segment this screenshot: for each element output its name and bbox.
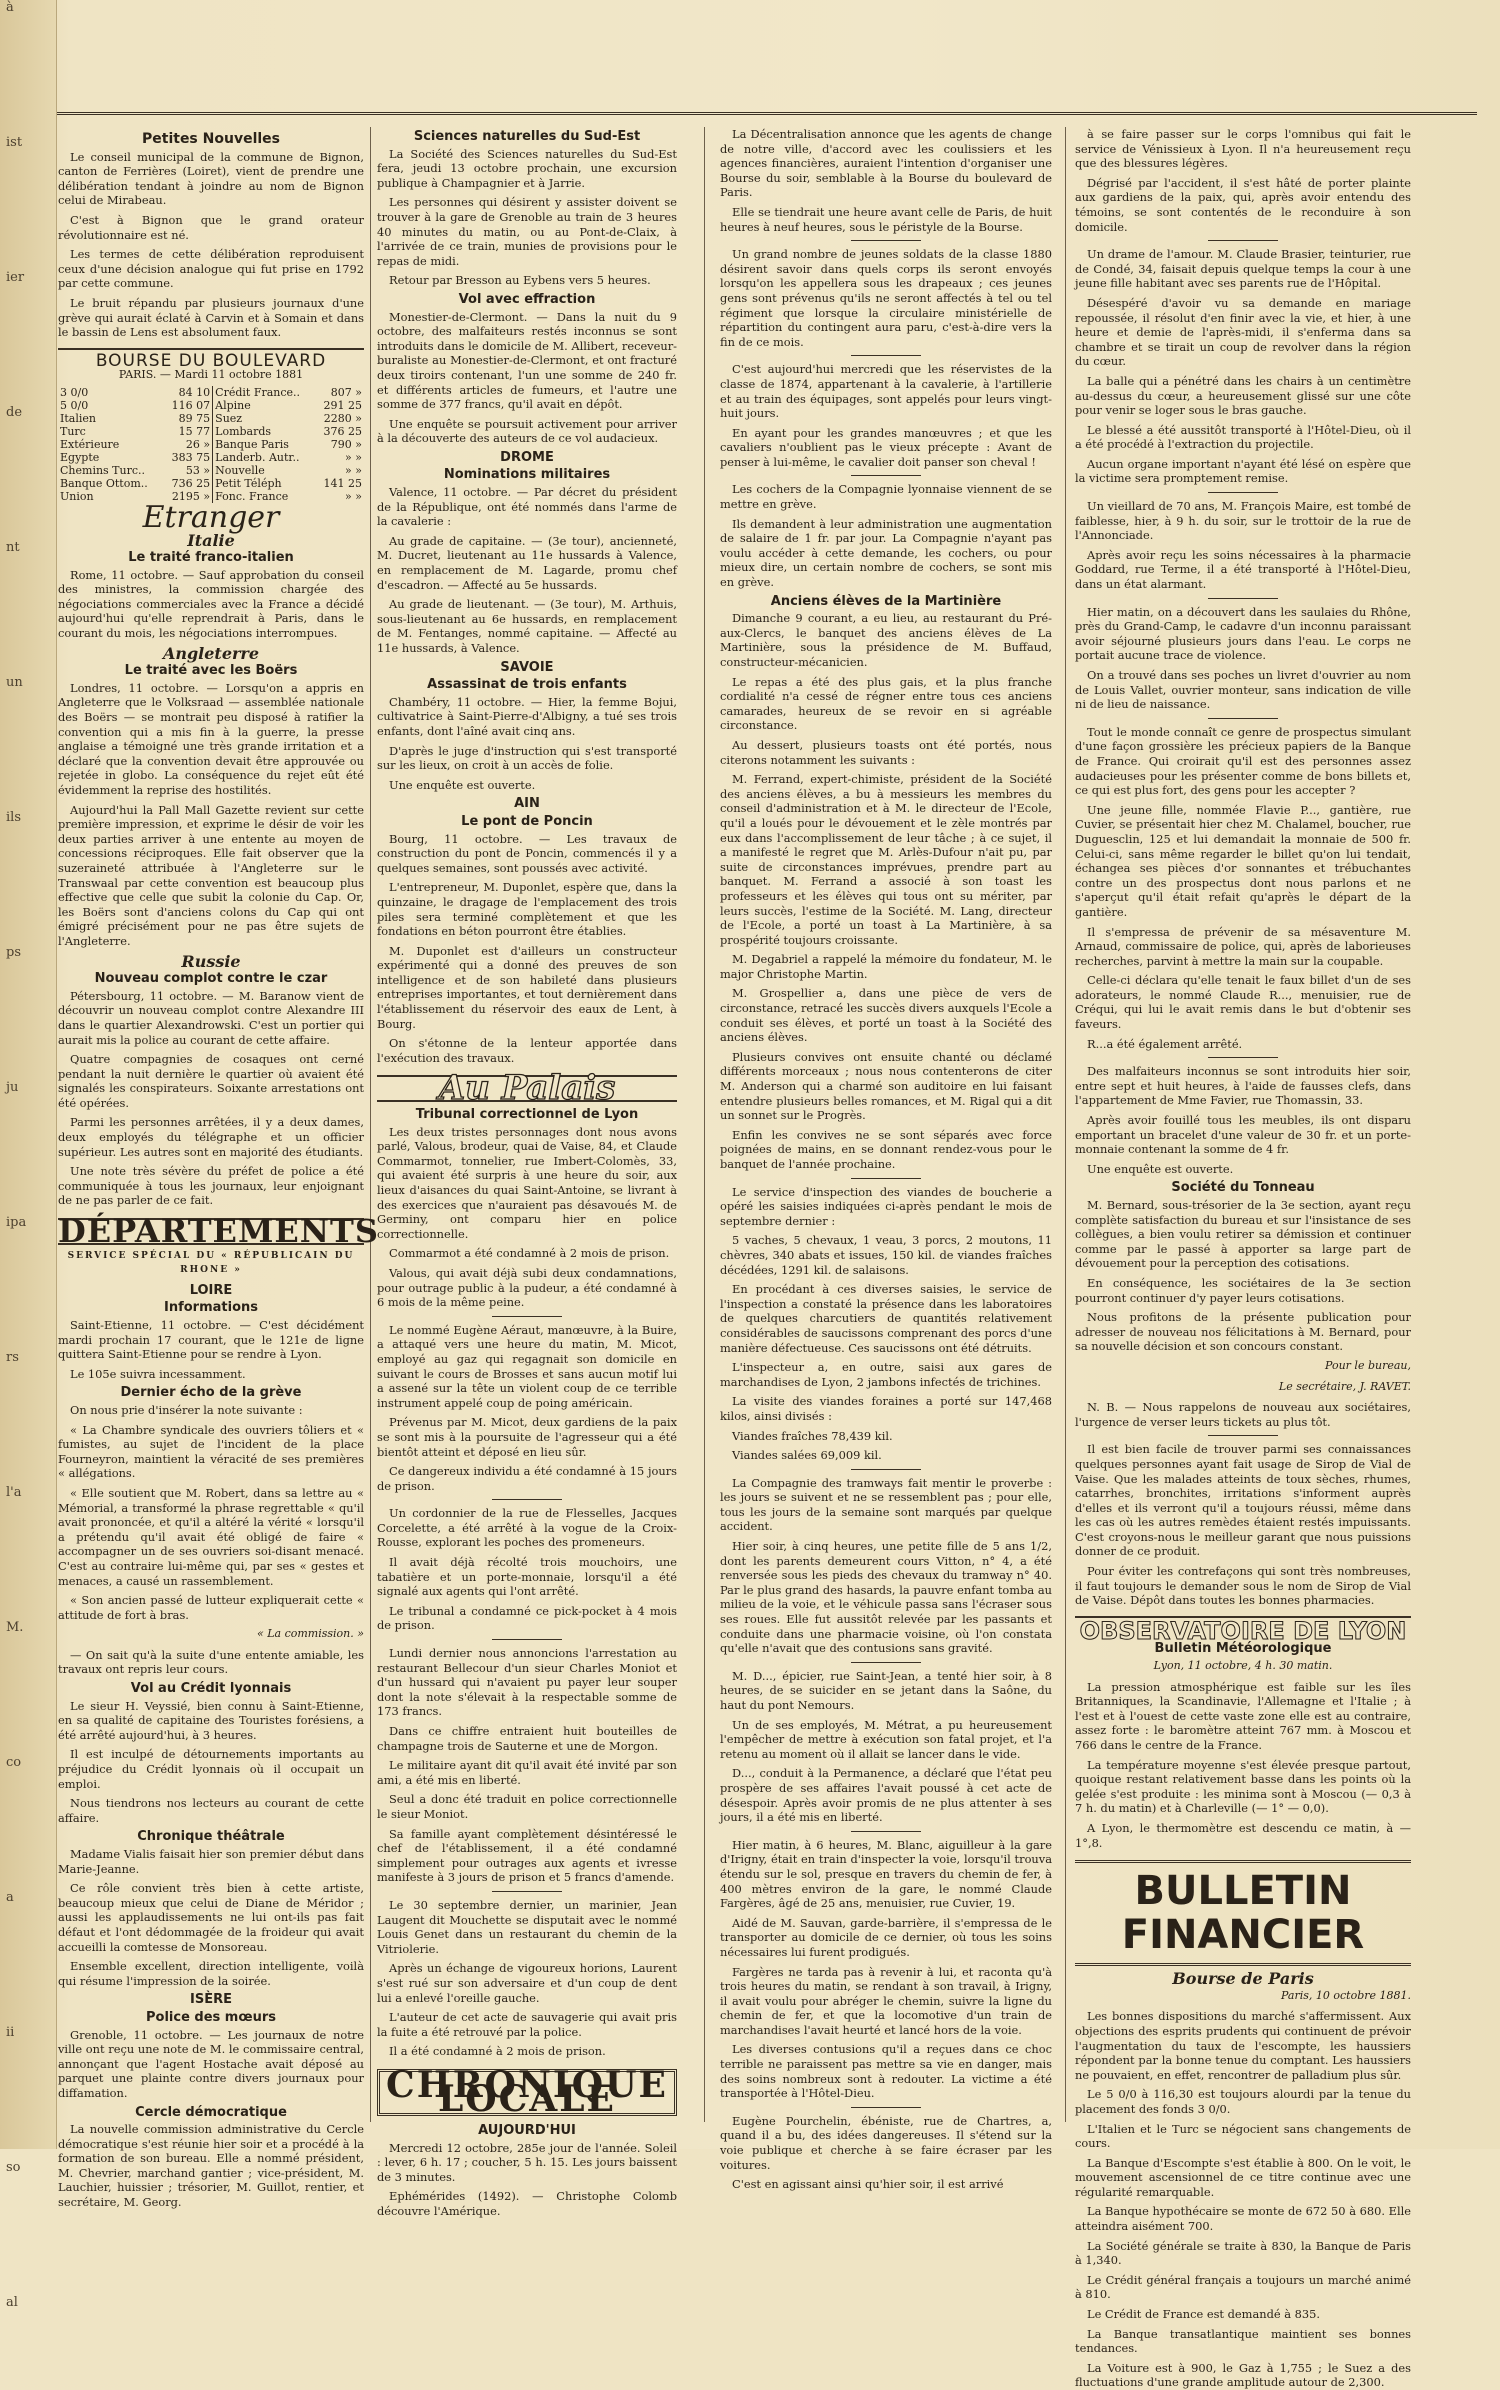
paragraph: Parmi les personnes arrêtées, il y a deux dames, deux employés du télégraphe et un officier supérieur. Les autres sont en majorité des étudiants.	[58, 1115, 364, 1159]
paragraph: 5 vaches, 5 chevaux, 1 veau, 3 porcs, 2 moutons, 11 chèvres, 340 abats et issues, 150 kil. de viandes fraîches décédées, 1291 kil. de salaisons.	[720, 1233, 1052, 1277]
column-rule	[370, 127, 371, 2122]
paragraph: A Lyon, le thermomètre est descendu ce matin, à — 1°,8.	[1075, 1820, 1411, 1850]
paragraph: Valence, 11 octobre. — Par décret du président de la République, ont été nommés dans l'arme de la cavalerie :	[377, 485, 677, 529]
table-cell: Alpine	[215, 398, 251, 412]
column-rule	[1065, 127, 1066, 2122]
paragraph: Le conseil municipal de la commune de Bignon, canton de Ferrières (Loiret), vient de prendre une délibération tendant à joindre au nom de Bignon celui de Mirabeau.	[58, 149, 364, 208]
table-row	[58, 412, 364, 425]
section-heading-bulletin-financier: BULLETIN FINANCIER	[1075, 1860, 1411, 1966]
separator-rule	[492, 1499, 562, 1500]
strip-fragment: a	[6, 1890, 14, 1905]
country-heading: Angleterre	[162, 643, 260, 663]
department-heading: LOIRE	[189, 1282, 233, 1298]
adjacent-page-strip	[0, 0, 57, 2310]
paragraph: Retour par Bresson au Eybens vers 5 heures.	[389, 273, 651, 288]
article-title: Le traité franco-italien	[128, 550, 294, 566]
separator-rule	[851, 2107, 921, 2108]
paragraph: Elle se tiendrait une heure avant celle de Paris, de huit heures à neuf heures, sous le péristyle de la Bourse.	[720, 204, 1052, 234]
section-heading-au-palais: Au Palais	[377, 1075, 677, 1102]
table-cell: 736 25	[163, 477, 212, 490]
strip-fragment: ii	[6, 2025, 15, 2040]
separator-rule	[1208, 598, 1278, 599]
table-cell: Banque Ottom..	[60, 476, 148, 490]
paragraph: Monestier-de-Clermont. — Dans la nuit du 9 octobre, des malfaiteurs restés inconnus se sont introduits dans le domicile de M. Allibert, receveur-buraliste au Monestier-de-Clermont, et ont fracturé deux tiroirs contenant, l'un une somme de 240 fr. et différents articles de fumeurs, et l'autre une somme de 377 francs, qu'il avait en dépôt.	[377, 309, 677, 412]
paragraph: C'est à Bignon que le grand orateur révolutionnaire est né.	[58, 212, 364, 242]
paragraph: — On sait qu'à la suite d'une entente amiable, les travaux ont repris leur cours.	[58, 1647, 364, 1677]
signature: « La commission. »	[257, 1627, 364, 1641]
article-title: Société du Tonneau	[1171, 1180, 1315, 1196]
paragraph: Un de ses employés, M. Métrat, a pu heureusement l'empêcher de mettre à exécution son fatal projet, et l'a retenu au moment où il allait se lancer dans le vide.	[720, 1717, 1052, 1761]
paragraph: N. B. — Nous rappelons de nouveau aux sociétaires, l'urgence de verser leurs tickets au plus tôt.	[1075, 1400, 1411, 1429]
advertisement: Pour éviter les contrefaçons qui sont très nombreuses, il faut toujours le demander sous le nom de Sirop de Vial de Vaise. Dépôt dans toutes les bonnes pharmacies.	[1075, 1564, 1411, 1608]
paragraph: Bourg, 11 octobre. — Les travaux de construction du pont de Poncin, commencés il y a quelques semaines, sont poussés avec activité.	[377, 831, 677, 875]
table-cell: 383 75	[163, 451, 212, 464]
separator-rule	[492, 1891, 562, 1892]
paragraph: Il avait déjà récolté trois mouchoirs, une tabatière et un porte-monnaie, lorsqu'il a été signalé aux agents qui l'ont arrêté.	[377, 1555, 677, 1599]
paragraph: Un grand nombre de jeunes soldats de la classe 1880 désirent savoir dans quels corps ils seront envoyés lorsqu'on les appellera sous les drapeaux ; ces jeunes gens sont prévenus qu'ils ne seront affectés à tel ou tel régiment que lorsque la circulaire ministérielle de répartition du contingent aura paru, c'est-à-dire vers la fin de ce mois.	[720, 247, 1052, 349]
strip-fragment: nt	[6, 540, 20, 555]
table-cell: 5 0/0	[60, 398, 89, 412]
table-cell: Petit Téléph	[215, 476, 282, 490]
table-cell: Italien	[60, 411, 96, 425]
paragraph: La balle qui a pénétré dans les chairs à un centimètre au-dessus du cœur, a heureusement glissé sur une côte pour venir se loger sous le bras gauche.	[1075, 373, 1411, 418]
paragraph: Hier matin, on a découvert dans les saulaies du Rhône, près du Grand-Camp, le cadavre d'un inconnu paraissant avoir séjourné plusieurs jours dans l'eau. Le corps ne portait aucune trace de violence.	[1075, 604, 1411, 663]
paragraph: « Elle soutient que M. Robert, dans sa lettre au « Mémorial, a transformé la phrase regrettable « qu'il avait prononcée, et qu'il a altéré la vérité « lorsqu'il a prétendu qu'il avait été obligé de faire « accompagner un de ses ouvriers soi-disant menacé. C'est au contraire lui-même qui, par ses « gestes et menaces, a causé un rassemblement.	[58, 1485, 364, 1588]
paragraph: M. Degabriel a rappelé la mémoire du fondateur, M. le major Christophe Martin.	[720, 952, 1052, 981]
paragraph: Le bruit répandu par plusieurs journaux d'une grève qui aurait éclaté à Carvin et à Somain et dans le bassin de Lens est absolument faux.	[58, 295, 364, 340]
column-rule	[704, 127, 705, 2122]
paragraph: Ensemble excellent, direction intelligente, voilà qui résume l'impression de la soirée.	[58, 1959, 364, 1988]
paragraph: D'après le juge d'instruction qui s'est transporté sur les lieux, on croit à un accès de folie.	[377, 743, 677, 773]
table-row	[58, 438, 364, 451]
paragraph: Valous, qui avait déjà subi deux condamnations, pour outrage public à la pudeur, a été condamné à 6 mois de la même peine.	[377, 1265, 677, 1310]
table-cell: 291 25	[323, 398, 362, 412]
separator-rule	[851, 240, 921, 241]
article-title: Cercle démocratique	[135, 2104, 287, 2120]
paragraph: M. Grospellier a, dans une pièce de vers de circonstance, retracé les succès divers auxquels l'Ecole a conduit ses élèves, et porté un toast à la Société des anciens élèves.	[720, 986, 1052, 1045]
table-row	[58, 477, 364, 490]
table-cell: 376 25	[323, 424, 362, 438]
table-cell: 141 25	[323, 476, 362, 490]
paragraph: L'entrepreneur, M. Duponlet, espère que, dans la quinzaine, le dragage de l'emplacement des trois piles sera terminé complètement et que les fondations en béton pourront être établies.	[377, 880, 677, 939]
table-cell: Crédit France..	[215, 385, 301, 399]
paragraph: La Société générale se traite à 830, la Banque de Paris à 1,340.	[1075, 2238, 1411, 2268]
column-1	[58, 127, 379, 2210]
paragraph: Chambéry, 11 octobre. — Hier, la femme Bojui, cultivatrice à Saint-Pierre-d'Albigny, a tué ses trois enfants, dont l'aîné avait cinq ans.	[377, 694, 677, 738]
separator-rule	[851, 1178, 921, 1179]
paragraph: Une enquête se poursuit activement pour arriver à la découverte des auteurs de ce vol audacieux.	[377, 416, 677, 446]
column-4	[1075, 127, 1411, 2390]
table-row	[58, 425, 364, 438]
top-rule	[57, 112, 1477, 115]
paragraph: Une note très sévère du préfet de police a été communiquée à tous les journaux, leur enjoignant de ne pas parler de ce fait.	[58, 1164, 364, 1208]
section-heading-etranger: Etranger	[142, 499, 280, 535]
table-cell: » »	[345, 489, 362, 503]
table-cell: Nouvelle	[215, 463, 265, 477]
paragraph: La Compagnie des tramways fait mentir le proverbe : les jours se suivent et ne se ressemblent pas ; pour elle, tous les jours de la semaine sont marqués par quelque accident.	[720, 1475, 1052, 1534]
paragraph: Aidé de M. Sauvan, garde-barrière, il s'empressa de le transporter au domicile de ce dernier, où tous les soins nécessaires lui furent prodigués.	[720, 1915, 1052, 1959]
article-title: Dernier écho de la grève	[120, 1385, 302, 1401]
table-cell: Turc	[60, 424, 86, 438]
paragraph: Au dessert, plusieurs toasts ont été portés, nous citerons notamment les suivants :	[720, 737, 1052, 767]
department-heading: AIN	[514, 796, 540, 812]
section-heading-observatoire: OBSERVATOIRE DE LYON	[1075, 1616, 1411, 1639]
table-cell: Chemins Turc..	[60, 463, 146, 477]
paragraph: On nous prie d'insérer la note suivante :	[70, 1402, 303, 1417]
paragraph: Londres, 11 octobre. — Lorsqu'on a appris en Angleterre que le Volksraad — assemblée nationale des Boërs — se montrait peu disposé à ratifier la convention qui a mis fin à la guerre, la presse anglaise a témoigné une très grande irritation et a déclaré que la convention devait être approuvée ou rejetée in globo. La conséquence du rejet eût été évidemment la reprise des hostilités.	[58, 680, 364, 797]
paragraph: Le blessé a été aussitôt transporté à l'Hôtel-Dieu, où il a été procédé à l'extraction du projectile.	[1075, 422, 1411, 452]
table-cell: 84 10	[163, 386, 212, 399]
section-title: Petites Nouvelles	[142, 131, 280, 147]
paragraph: Viandes fraîches 78,439 kil.	[732, 1428, 893, 1443]
paragraph: Au grade de lieutenant. — (3e tour), M. Arthuis, sous-lieutenant au 6e hussards, en remplacement de M. Fentanges, nommé capitaine. — Affecté au 11e hussards, à Valence.	[377, 597, 677, 655]
table-cell: 89 75	[163, 412, 212, 425]
paragraph: Fargères ne tarda pas à revenir à lui, et raconta qu'à trois heures du matin, se rendant à son travail, à Irigny, il avait voulu pour abréger le chemin, suivre la ligne du chemin de fer, et que la locomotive d'un train de marchandises l'avait heurté et lancé hors de la voie.	[720, 1964, 1052, 2037]
paragraph: Le 30 septembre dernier, un marinier, Jean Laugent dit Mouchette se disputait avec le nommé Louis Genet dans un restaurant du chemin de la Vitriolerie.	[377, 1897, 677, 1956]
paragraph: Tout le monde connaît ce genre de prospectus simulant d'une façon grossière les précieux papiers de la Banque de France. Qui croirait qu'il est des personnes assez audacieuses pour les présenter comme de bons billets et, ce qui est plus fort, des gens pour les accepter ?	[1075, 724, 1411, 798]
paragraph: Après un échange de vigoureux horions, Laurent s'est rué sur son adversaire et d'un coup de dent lui a enlevé l'oreille gauche.	[377, 1961, 677, 2005]
paragraph: Une jeune fille, nommée Flavie P..., gantière, rue Cuvier, se présentait hier chez M. Chalamel, boucher, rue Duguesclin, 125 et lui demandait la monnaie de 500 fr. Celui-ci, sans même regarder le billet qu'on lui tendait, échangea ses pièces d'or sonnantes et trébuchantes contre un des prospectus dont nous parlons et ne s'aperçut qu'il était refait qu'après le départ de la gantière.	[1075, 802, 1411, 919]
strip-fragment: rs	[6, 1350, 19, 1365]
table-cell: 53 »	[163, 464, 212, 477]
paragraph: La température moyenne s'est élevée presque partout, quoique restant relativement basse dans les points où la gelée s'est produite : les minima sont à Moscou (— 0,3 à 7 h. du matin) et à Charleville (— 1° — 0,0).	[1075, 1757, 1411, 1816]
paragraph: Le 5 0/0 à 116,30 est toujours alourdi par la tenue du placement des fonds 3 0/0.	[1075, 2087, 1411, 2116]
table-cell: 3 0/0	[60, 385, 89, 399]
article-title: Vol avec effraction	[458, 291, 596, 307]
department-heading: DROME	[500, 449, 554, 465]
separator-rule	[1208, 492, 1278, 493]
paragraph: En procédant à ces diverses saisies, le service de l'inspection a constaté la présence dans les laboratoires de quelques charcutiers de quantités relativement considérables de saucissons comprenant des porcs d'une manière défectueuse. Ces saucissons ont été détruits.	[720, 1282, 1052, 1355]
article-title: Vol au Crédit lyonnais	[130, 1681, 292, 1697]
paragraph: « La Chambre syndicale des ouvriers tôliers et « fumistes, au sujet de l'incident de la place Fourneyron, maintient la véracité de ses premières « allégations.	[58, 1422, 364, 1481]
separator-rule	[851, 1469, 921, 1470]
article-title: Police des mœurs	[146, 2009, 276, 2025]
paragraph: Les diverses contusions qu'il a reçues dans ce choc terrible ne paraissent pas mettre sa vie en danger, mais des soins nombreux sont à redouter. La victime a été transportée à l'Hôtel-Dieu.	[720, 2042, 1052, 2101]
paragraph: Nous profitons de la présente publication pour adresser de nouveau nos félicitations à M. Bernard, pour sa nouvelle décision et son concours constant.	[1075, 1310, 1411, 1354]
table-cell: 790 »	[330, 437, 362, 451]
paragraph: Enfin les convives ne se sont séparés avec force poignées de mains, en se donnant rendez-vous pour le banquet de l'année prochaine.	[720, 1127, 1052, 1171]
paragraph: Il est inculpé de détournements importants au préjudice du Crédit lyonnais où il occupait un emploi.	[58, 1747, 364, 1791]
table-cell: » »	[345, 450, 362, 464]
table-cell: 2195 »	[163, 490, 212, 503]
strip-fragment: ps	[6, 945, 21, 960]
separator-rule	[1208, 1057, 1278, 1058]
article-title: Sciences naturelles du Sud-Est	[413, 129, 641, 144]
article-title: Tribunal correctionnel de Lyon	[415, 1107, 639, 1123]
table-cell: Landerb. Autr..	[215, 450, 300, 464]
table-cell: Suez	[215, 411, 243, 425]
paragraph: Les deux tristes personnages dont nous avons parlé, Valous, brodeur, quai de Vaise, 84, et Claude Commarmot, tonnelier, rue Imbert-Colomès, 33, qui avaient été surpris à une heure du soir, aux lieux d'aisances du quai Saint-Antoine, se livrant à des exercices que n'auraient pas désavoués M. de Germiny, ont comparu hier en police correctionnelle.	[377, 1124, 677, 1241]
paragraph: Eugène Pourchelin, ébéniste, rue de Chartres, a, quand il a bu, des idées dangereuses. Il s'étend sur la voie publique et cherche à se faire écraser par les voitures.	[720, 2113, 1052, 2172]
article-title: Assassinat de trois enfants	[427, 677, 627, 693]
paragraph: Un vieillard de 70 ans, M. François Maire, est tombé de faiblesse, hier, à 9 h. du soir, sur le trottoir de la rue de l'Annonciade.	[1075, 499, 1411, 543]
paragraph: M. Ferrand, expert-chimiste, président de la Société des anciens élèves, a bu à messieurs les membres du conseil d'administration et à M. le directeur de l'Ecole, qu'il a loués pour le dévouement et le zèle montrés par eux dans l'accomplissement de leur tâche ; à ce sujet, il a manifesté le regret que M. Arlès-Dufour n'ait pu, par suite de circonstances imprévues, prendre part au banquet. M. Ferrand a associé à son toast les professeurs et les élèves qui tous ont su mériter, par leurs succès, l'estime de la Société. M. Lang, directeur de l'Ecole, a porté un toast à La Martinière, à sa prospérité toujours croissante.	[720, 772, 1052, 947]
paragraph: Sa famille ayant complètement désintéressé le chef de l'établissement, il a été condamné simplement pour outrages aux agents et ivresse manifeste à 3 jours de prison et 5 francs d'amende.	[377, 1826, 677, 1885]
paragraph: Le nommé Eugène Aéraut, manœuvre, à la Buire, a attaqué vers une heure du matin, M. Micot, employé au gaz qui regagnait son domicile en suivant le cours de Brosses et sans aucun motif lui a assené sur la tête un violent coup de ce terrible instrument appelé coup de poing américain.	[377, 1322, 677, 1410]
country-heading: Russie	[181, 951, 241, 971]
paragraph: Commarmot a été condamné à 2 mois de prison.	[389, 1246, 670, 1261]
article-title: Informations	[163, 1300, 258, 1316]
paragraph: La Décentralisation annonce que les agents de change de notre ville, d'accord avec les coulissiers et les agences financières, auraient l'intention d'organiser une Bourse du soir, semblable à la Bourse du boulevard de Paris.	[720, 127, 1052, 200]
paragraph: Une enquête est ouverte.	[389, 777, 536, 792]
signature: Le secrétaire, J. RAVET.	[1278, 1379, 1411, 1393]
table-cell: Extérieure	[60, 437, 120, 451]
paragraph: Aujourd'hui la Pall Mall Gazette revient sur cette première impression, et exprime le désir de voir les deux parties arriver à une entente au moyen de concessions réciproques. Elle fait observer que la suzeraineté attribuée à l'Angleterre sur le Transwaal par cette convention est beaucoup plus effective que celle que subit la colonie du Cap. Or, les Boërs sont d'anciens colons du Cap qui ont émigré précisément pour ne pas être sujets de l'Angleterre.	[58, 802, 364, 948]
strip-fragment: al	[6, 2295, 18, 2310]
separator-rule	[851, 475, 921, 476]
advertisement: Il est bien facile de trouver parmi ses connaissances quelques personnes ayant fait usage de Sirop de Vial de Vaise. Que les malades atteints de toux sèches, rhumes, catarrhes, bronchites, irritations s'informent auprès d'elles et ils verront qu'il a toujours réussi, même dans les cas où les autres remèdes étaient restés impuissants. C'est croyons-nous le meilleur garant que nous puissions donner de ce produit.	[1075, 1442, 1411, 1559]
paragraph: Pétersbourg, 11 octobre. — M. Baranow vient de découvrir un nouveau complot contre Alexandre III dans le quartier Alexandrowski. C'est un portier qui aurait mis la police au courant de cette affaire.	[58, 988, 364, 1047]
strip-fragment: ju	[6, 1080, 19, 1095]
column-3	[720, 127, 1052, 2192]
table-row	[58, 464, 364, 477]
table-row	[58, 451, 364, 464]
paragraph: Après avoir fouillé tous les meubles, ils ont disparu emportant un bracelet d'une valeur de 30 fr. et un porte-monnaie contenant la somme de 4 fr.	[1075, 1113, 1411, 1157]
table-cell: 807 »	[330, 385, 362, 399]
article-title: Nominations militaires	[443, 467, 611, 483]
paragraph: Le sieur H. Veyssié, bien connu à Saint-Etienne, en sa qualité de capitaine des Touristes forésiens, a été arrêté aujourd'hui, à 3 heures.	[58, 1698, 364, 1742]
strip-fragment: ist	[6, 135, 23, 150]
strip-fragment: co	[6, 1755, 22, 1770]
paragraph: Rome, 11 octobre. — Sauf approbation du conseil des ministres, la commission chargée des négociations commerciales avec la France a décidé aujourd'hui qu'elle reprendrait à Paris, dans le courant du mois, les négociations interrompues.	[58, 567, 364, 641]
paragraph: Celle-ci déclara qu'elle tenait le faux billet d'un de ses adorateurs, le nommé Claude R..., menuisier, rue de Créqui, qui lui le avait remis dans le but d'obtenir ses faveurs.	[1075, 973, 1411, 1032]
paragraph: Le 105e suivra incessamment.	[70, 1366, 246, 1381]
paragraph: Désespéré d'avoir vu sa demande en mariage repoussée, il résolut d'en finir avec la vie, et hier, à une heure et demie de l'après-midi, il s'enferma dans sa chambre et se tirait un coup de revolver dans la région du cœur.	[1075, 295, 1411, 369]
paragraph: Les personnes qui désirent y assister doivent se trouver à la gare de Grenoble au train de 3 heures 40 minutes du matin, ou au Pont-de-Claix, à l'arrivée de ce train, munies de provisions pour le repas de midi.	[377, 195, 677, 268]
column-2	[377, 127, 677, 2219]
section-subheading: SERVICE SPÉCIAL DU « RÉPUBLICAIN DU RHONE »	[67, 1250, 355, 1276]
country-heading: Italie	[187, 530, 235, 550]
strip-fragment: un	[6, 675, 23, 690]
paragraph: Le repas a été des plus gais, et la plus franche cordialité n'a cessé de régner entre tous ces anciens camarades, heureux de se revoir en si agréable circonstance.	[720, 674, 1052, 733]
bourse-date: PARIS. — Mardi 11 octobre 1881	[118, 368, 304, 382]
paragraph: C'est aujourd'hui mercredi que les réservistes de la classe de 1874, appartenant à la cavalerie, à l'artillerie et au train des équipages, sont appelés pour leurs vingt-huit jours.	[720, 362, 1052, 421]
strip-fragment: ipa	[6, 1215, 27, 1230]
section-heading-departements: DÉPARTEMENTS	[58, 1212, 379, 1251]
dateline: Lyon, 11 octobre, 4 h. 30 matin.	[1153, 1659, 1333, 1673]
paragraph: Ce rôle convient très bien à cette artiste, beaucoup mieux que celui de Diane de Méridor ; aussi les applaudissements ne lui ont-ils pas fait défaut et l'ont dédommagée de la froideur qui avait accueilli la comtesse de Monsoreau.	[58, 1881, 364, 1954]
paragraph: Aucun organe important n'ayant été lésé on espère que la victime sera promptement remise.	[1075, 456, 1411, 486]
paragraph: Dégrisé par l'accident, il s'est hâté de porter plainte aux gardiens de la paix, qui, après avoir entendu des témoins, se sont contentés de le reconduire à son domicile.	[1075, 175, 1411, 234]
paragraph: M. Bernard, sous-trésorier de la 3e section, ayant reçu complète satisfaction du bureau et sur l'insistance de ses collègues, a bien voulu retirer sa démission et continuer comme par le passé à apporter sa large part de dévouement pour la perception des cotisations.	[1075, 1198, 1411, 1271]
separator-rule	[492, 1639, 562, 1640]
separator-rule	[1208, 1435, 1278, 1436]
paragraph: Le Crédit de France est demandé à 835.	[1087, 2307, 1321, 2322]
paragraph: Le militaire ayant dit qu'il avait été invité par son ami, a été mis en liberté.	[377, 1758, 677, 1787]
separator-rule	[851, 1831, 921, 1832]
strip-fragment: de	[6, 405, 23, 420]
paragraph: Ephémérides (1492). — Christophe Colomb découvre l'Amérique.	[377, 2189, 677, 2219]
dateline: Paris, 10 octobre 1881.	[1281, 1988, 1411, 2002]
paragraph: à se faire passer sur le corps l'omnibus qui fait le service de Vénissieux à Lyon. Il n'a heureusement reçu que des blessures légères.	[1075, 127, 1411, 171]
strip-fragment: ier	[6, 270, 25, 285]
article-title: Anciens élèves de la Martinière	[770, 593, 1002, 609]
paragraph: En conséquence, les sociétaires de la 3e section pourront continuer d'y payer leurs cotisations.	[1075, 1275, 1411, 1305]
table-cell: Fonc. France	[215, 489, 289, 503]
paragraph: La nouvelle commission administrative du Cercle démocratique s'est réunie hier soir et a procédé à la formation de son bureau. Elle a nommé président, M. Chevrier, marchand gantier ; vice-président, M. Lauchier, huissier ; trésorier, M. Guillot, rentier, et secrétaire, M. Georg.	[58, 2122, 364, 2210]
separator-rule	[1208, 240, 1278, 241]
paragraph: L'inspecteur a, en outre, saisi aux gares de marchandises de Lyon, 2 jambons infectés de trichines.	[720, 1360, 1052, 1389]
article-title: AUJOURD'HUI	[478, 2123, 576, 2139]
paragraph: Viandes salées 69,009 kil.	[732, 1448, 882, 1463]
strip-fragment: à	[6, 0, 14, 15]
table-row	[58, 386, 364, 399]
paragraph: Quatre compagnies de cosaques ont cerné pendant la nuit dernière le quartier où avaient été signalés les conspirateurs. Soixante arrestations ont été opérées.	[58, 1052, 364, 1110]
paragraph: C'est en agissant ainsi qu'hier soir, il est arrivé	[732, 2177, 1004, 2192]
paragraph: La Société des Sciences naturelles du Sud-Est fera, jeudi 13 octobre prochain, une excursion publique à Champagnier et à Jarrie.	[377, 146, 677, 190]
paragraph: Dimanche 9 courant, a eu lieu, au restaurant du Pré-aux-Clercs, le banquet des anciens élèves de La Martinière, sous la présidence de M. Buffaud, constructeur-mécanicien.	[720, 611, 1052, 669]
paragraph: Après avoir reçu les soins nécessaires à la pharmacie Goddard, rue Terme, il a été transporté à l'Hôtel-Dieu, dans un état alarmant.	[1075, 547, 1411, 592]
paragraph: R...a été également arrêté.	[1087, 1036, 1243, 1051]
paragraph: Prévenus par M. Micot, deux gardiens de la paix se sont mis à la poursuite de l'agresseur qui a été bientôt atteint et déposé en lieu sûr.	[377, 1415, 677, 1459]
separator-rule	[851, 1662, 921, 1663]
paragraph: L'auteur de cet acte de sauvagerie qui avait pris la fuite a été retrouvé par la police.	[377, 2010, 677, 2039]
paragraph: Saint-Etienne, 11 octobre. — C'est décidément mardi prochain 17 courant, que le 121e de ligne quittera Saint-Etienne pour se rendre à Lyon.	[58, 1318, 364, 1362]
article-title: Le traité avec les Boërs	[124, 663, 298, 679]
paragraph: Le Crédit général français a toujours un marché animé à 810.	[1075, 2272, 1411, 2302]
separator-rule	[851, 355, 921, 356]
paragraph: Un cordonnier de la rue de Flesselles, Jacques Corcelette, a été arrêté à la vogue de la Croix-Rousse, explorant les poches des promeneurs.	[377, 1506, 677, 1550]
article-title: Nouveau complot contre le czar	[94, 971, 328, 987]
paragraph: Il a été condamné à 2 mois de prison.	[389, 2044, 606, 2059]
table-cell: 2280 »	[323, 411, 362, 425]
paragraph: « Son ancien passé de lutteur expliquerait cette « attitude de fort à bras.	[58, 1593, 364, 1622]
paragraph: Les termes de cette délibération reproduisent ceux d'une décision analogue qui fut prise en 1792 par cette commune.	[58, 247, 364, 291]
paragraph: L'Italien et le Turc se négocient sans changements de cours.	[1075, 2121, 1411, 2151]
paragraph: La Banque d'Escompte s'est établie à 800. On le voit, le mouvement ascensionnel de ce titre continue avec une régularité remarquable.	[1075, 2155, 1411, 2199]
paragraph: D..., conduit à la Permanence, a déclaré que l'état peu prospère de ses affaires l'avait poussé à cet acte de désespoir. Après avoir promis de ne plus attenter à ses jours, il a été mis en liberté.	[720, 1766, 1052, 1825]
paragraph: M. D..., épicier, rue Saint-Jean, a tenté hier soir, à 8 heures, de se suicider en se jetant dans la Saône, du haut du pont Nemours.	[720, 1668, 1052, 1712]
article-title: Le pont de Poncin	[461, 813, 593, 829]
paragraph: Grenoble, 11 octobre. — Les journaux de notre ville ont reçu une note de M. le commissaire central, annonçant que l'agent Hostache avait déposé au parquet une plainte contre divers journaux pour diffamation.	[58, 2027, 364, 2100]
paragraph: Le tribunal a condamné ce pick-pocket à 4 mois de prison.	[377, 1603, 677, 1633]
strip-fragment: ils	[6, 810, 21, 825]
article-title: Chronique théâtrale	[137, 1829, 285, 1845]
paragraph: Lundi dernier nous annoncions l'arrestation au restaurant Bellecour d'un sieur Charles Moniot et d'un hussard qui n'avaient pu payer leur souper dont la note s'élevait à la respectable somme de 173 francs.	[377, 1646, 677, 1719]
strip-fragment: l'a	[6, 1485, 22, 1500]
separator-rule	[1208, 718, 1278, 719]
table-cell: Banque Paris	[215, 437, 289, 451]
table-cell: Union	[60, 489, 94, 503]
paragraph: Dans ce chiffre entraient huit bouteilles de champagne trois de Sauterne et une de Morgon.	[377, 1724, 677, 1753]
strip-fragment: so	[6, 2160, 21, 2175]
paragraph: Ce dangereux individu a été condamné à 15 jours de prison.	[377, 1464, 677, 1493]
paragraph: Le service d'inspection des viandes de boucherie a opéré les saisies indiquées ci-après pendant le mois de septembre dernier :	[720, 1184, 1052, 1228]
paragraph: La Banque hypothécaire se monte de 672 50 à 680. Elle atteindra aisément 700.	[1075, 2204, 1411, 2234]
paragraph: Madame Vialis faisait hier son premier début dans Marie-Jeanne.	[58, 1847, 364, 1876]
paragraph: En ayant pour les grandes manœuvres ; et que les cavaliers n'oublient pas le vieux précepte : Avant de penser à lui-même, le cavalier doit panser son cheval !	[720, 425, 1052, 469]
bourse-table	[58, 386, 364, 503]
article-title: Bourse de Paris	[1172, 1969, 1314, 1989]
paragraph: Un drame de l'amour. M. Claude Brasier, teinturier, rue de Condé, 34, faisait depuis quelque temps la cour à une jeune fille habitant avec ses parents rue de l'Hôpital.	[1075, 247, 1411, 291]
separator-rule	[492, 1316, 562, 1317]
table-cell: Egypte	[60, 450, 100, 464]
table-cell: 116 07	[163, 399, 212, 412]
paragraph: Nous tiendrons nos lecteurs au courant de cette affaire.	[58, 1796, 364, 1825]
paragraph: On a trouvé dans ses poches un livret d'ouvrier au nom de Louis Vallet, ouvrier monteur, sans indication de ville ni de lieu de naissance.	[1075, 668, 1411, 712]
paragraph: On s'étonne de la lenteur apportée dans l'exécution des travaux.	[377, 1036, 677, 1065]
paragraph: Hier soir, à cinq heures, une petite fille de 5 ans 1/2, dont les parents demeurent cours Vitton, n° 4, a été renversée sous les pieds des chevaux du tramway n° 40. Par le plus grand des hasards, la pauvre enfant tomba au milieu de la voie, et le véhicule passa sans l'écraser sous ses roues. Elle fut aussitôt relevée par les passants et conduite dans une pharmacie voisine, où l'on constata qu'elle n'avait que des contusions sans gravité.	[720, 1539, 1052, 1656]
paragraph: Les cochers de la Compagnie lyonnaise viennent de se mettre en grève.	[720, 482, 1052, 512]
paragraph: La visite des viandes foraines a porté sur 147,468 kilos, ainsi divisés :	[720, 1394, 1052, 1423]
paragraph: La Banque transatlantique maintient ses bonnes tendances.	[1075, 2326, 1411, 2356]
paragraph: Seul a donc été traduit en police correctionnelle le sieur Moniot.	[377, 1792, 677, 1821]
signature: Pour le bureau,	[1325, 1358, 1411, 1372]
table-cell: 15 77	[163, 425, 212, 438]
paragraph: Ils demandent à leur administration une augmentation de salaire de 1 fr. par jour. La Compagnie n'ayant pas voulu accéder à cette demande, les cochers, ou pour mieux dire, un certain nombre de cochers, se sont mis en grève.	[720, 516, 1052, 590]
paragraph: La Voiture est à 900, le Gaz à 1,755 ; le Suez a des fluctuations d'une grande amplitude autour de 2,300.	[1075, 2360, 1411, 2390]
table-cell: Lombards	[215, 424, 272, 438]
paragraph: Mercredi 12 octobre, 285e jour de l'année. Soleil : lever, 6 h. 17 ; coucher, 5 h. 15. Les jours baissent de 3 minutes.	[377, 2140, 677, 2184]
paragraph: Les bonnes dispositions du marché s'affermissent. Aux objections des esprits prudents qui continuent de prévoir l'augmentation du taux de l'escompte, les haussiers répondent par la bonne tenue du comptant. Les haussiers ne pouvaient, en effet, rencontrer de palladium plus sûr.	[1075, 2009, 1411, 2082]
department-heading: SAVOIE	[500, 659, 554, 675]
bourse-title: BOURSE DU BOULEVARD	[58, 348, 364, 369]
paragraph: Au grade de capitaine. — (3e tour), ancienneté, M. Ducret, lieutenant au 11e hussards à Valence, en remplacement de M. Lagarde, promu chef d'escadron. — Affecté au 5e hussards.	[377, 533, 677, 592]
paragraph: Hier matin, à 6 heures, M. Blanc, aiguilleur à la gare d'Irigny, était en train d'inspecter la voie, lorsqu'il trouva étendu sur le sol, presque en travers du chemin de fer, à 400 mètres environ de la gare, le nommé Claude Fargères, âgé de 25 ans, menuisier, rue Cuvier, 19.	[720, 1837, 1052, 1911]
paragraph: La pression atmosphérique est faible sur les îles Britanniques, la Scandinavie, l'Allemagne et l'Italie ; à l'est et à l'ouest de cette vaste zone elle est au contraire, assez forte : le baromètre atteint 767 mm. à Moscou et 766 dans le centre de la France.	[1075, 1679, 1411, 1752]
paragraph: Il s'empressa de prévenir de sa mésaventure M. Arnaud, commissaire de police, qui, après de laborieuses recherches, parvint à mettre la main sur la coupable.	[1075, 924, 1411, 968]
paragraph: Plusieurs convives ont ensuite chanté ou déclamé différents morceaux ; nous nous contenterons de citer M. Anderson qui a charmé son auditoire en lui faisant entendre plusieurs belles romances, et M. Rigal qui a dit un sonnet sur le Progrès.	[720, 1049, 1052, 1123]
department-heading: ISÈRE	[190, 1992, 232, 2008]
table-row	[58, 399, 364, 412]
strip-fragment: M.	[6, 1620, 24, 1635]
section-heading-chronique-locale: CHRONIQUE LOCALE	[377, 2069, 677, 2116]
table-cell: » »	[345, 463, 362, 477]
article-title: Bulletin Météorologique	[1154, 1641, 1332, 1657]
paragraph: Une enquête est ouverte.	[1087, 1161, 1234, 1176]
table-cell: 26 »	[163, 438, 212, 451]
paragraph: Des malfaiteurs inconnus se sont introduits hier soir, entre sept et huit heures, à l'aide de fausses clefs, dans l'appartement de Mme Favier, rue Thomassin, 33.	[1075, 1064, 1411, 1108]
paragraph: M. Duponlet est d'ailleurs un constructeur expérimenté qui a donné des preuves de son intelligence et de son habileté dans plusieurs entreprises importantes, et tout dernièrement dans l'établissement du réservoir des eaux de Lent, à Bourg.	[377, 943, 677, 1031]
